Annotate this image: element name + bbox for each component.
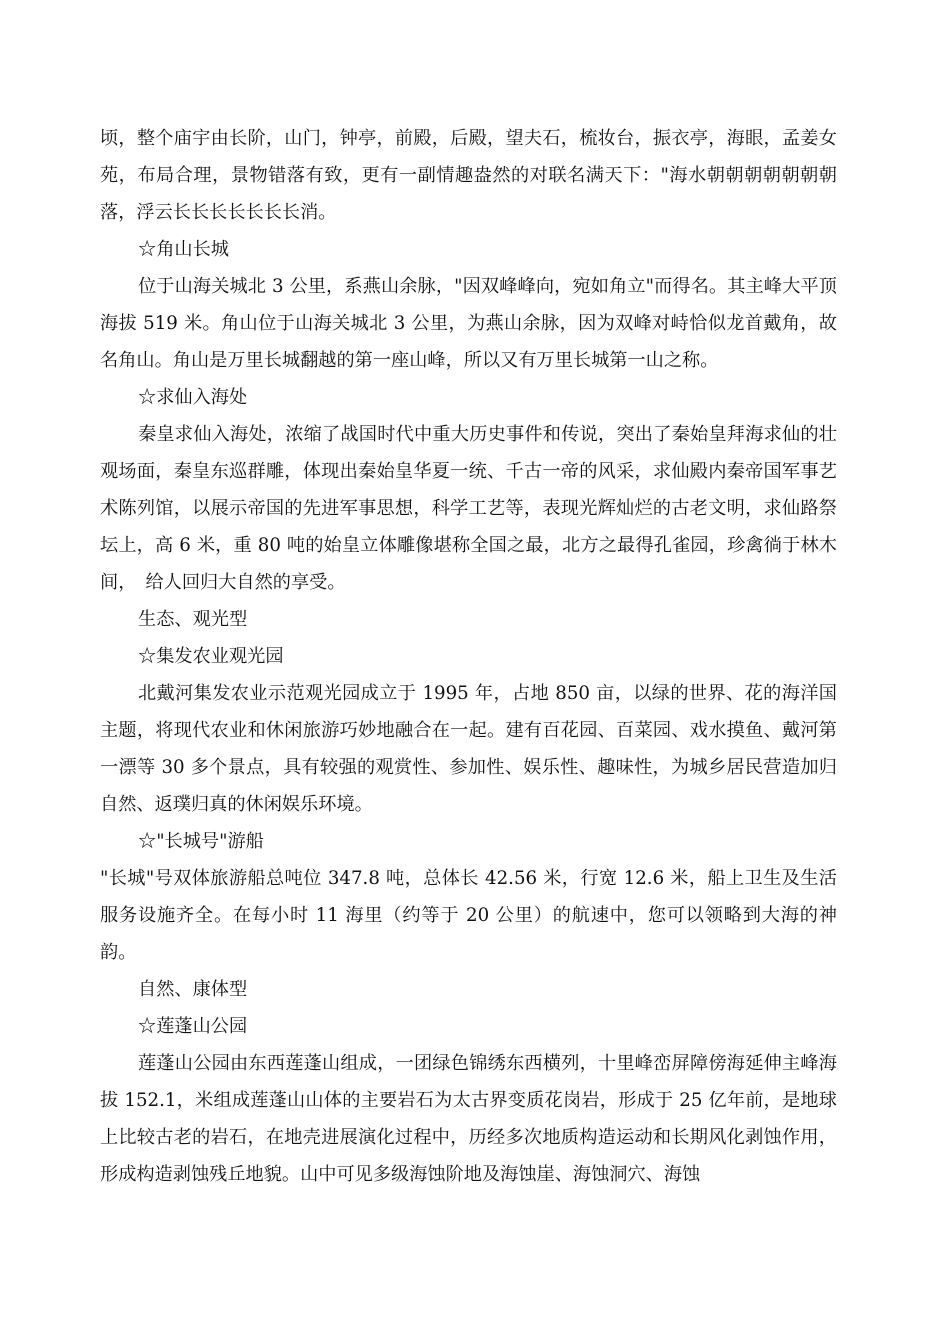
paragraph-changcheng-cruise: "长城"号双体旅游船总吨位 347.8 吨，总体长 42.56 米，行宽 12.6 米，船上卫生及生活服务设施齐全。在每小时 11 海里（约等于 20 公里）的航速中，您可以领略到大海的神韵。: [100, 868, 837, 963]
heading-qiuxian-ruhaichu: ☆求仙入海处: [138, 387, 248, 408]
heading-ecology-sightseeing: 生态、观光型: [138, 609, 248, 630]
paragraph-jiaoshan: 位于山海关城北 3 公里，系燕山余脉，"因双峰峰向，宛如角立"而得名。其主峰大平顶海拔 519 米。角山位于山海关城北 3 公里，为燕山余脉，因为双峰对峙恰似龙首戴角，故名角山。角山是万里长城翻越的第一座山峰，所以又有万里长城第一山之称。: [100, 276, 837, 371]
heading-jifa-agriculture-park: ☆集发农业观光园: [138, 646, 284, 667]
heading-lianpengshan-park: ☆莲蓬山公园: [138, 1016, 248, 1037]
document-page: [100, 120, 837, 1193]
heading-jiaoshan-great-wall: ☆角山长城: [138, 239, 229, 260]
heading-nature-fitness: 自然、康体型: [138, 979, 248, 1000]
paragraph-lianpengshan: 莲蓬山公园由东西莲蓬山组成，一团绿色锦绣东西横列，十里峰峦屏障傍海延伸主峰海拔 152.1，米组成莲蓬山山体的主要岩石为太古界变质花岗岩，形成于 25 亿年前，是地球上比较古老的岩石，在地壳进展演化过程中，历经多次地质构造运动和长期风化剥蚀作用，形成构造剥蚀残丘地貌。山中可见多级海蚀阶地及海蚀崖、海蚀洞穴、海蚀: [100, 1053, 837, 1185]
paragraph-qiuxian: 秦皇求仙入海处，浓缩了战国时代中重大历史事件和传说，突出了秦始皇拜海求仙的壮观场面，秦皇东巡群雕，体现出秦始皇华夏一统、千古一帝的风采，求仙殿内秦帝国军事艺术陈列馆，以展示帝国的先进军事思想，科学工艺等，表现光辉灿烂的古老文明，求仙路祭坛上，高 6 米，重 80 吨的始皇立体雕像堪称全国之最，北方之最得孔雀园，珍禽徜于林木间， 给人回归大自然的享受。: [100, 424, 837, 593]
paragraph-jifa: 北戴河集发农业示范观光园成立于 1995 年，占地 850 亩，以绿的世界、花的海洋国主题，将现代农业和休闲旅游巧妙地融合在一起。建有百花园、百菜园、戏水摸鱼、戴河第一漂等 30 多个景点，具有较强的观赏性、参加性、娱乐性、趣味性，为城乡居民营造加归自然、返璞归真的休闲娱乐环境。: [100, 683, 837, 815]
paragraph-temple-layout: 顷，整个庙宇由长阶，山门，钟亭，前殿，后殿，望夫石，梳妆台，振衣亭，海眼，孟姜女苑，布局合理，景物错落有致，更有一副情趣盎然的对联名满天下："海水朝朝朝朝朝朝朝落，浮云长长长长长长长消。: [100, 128, 837, 223]
heading-changcheng-cruise: ☆"长城号"游船: [138, 831, 264, 852]
